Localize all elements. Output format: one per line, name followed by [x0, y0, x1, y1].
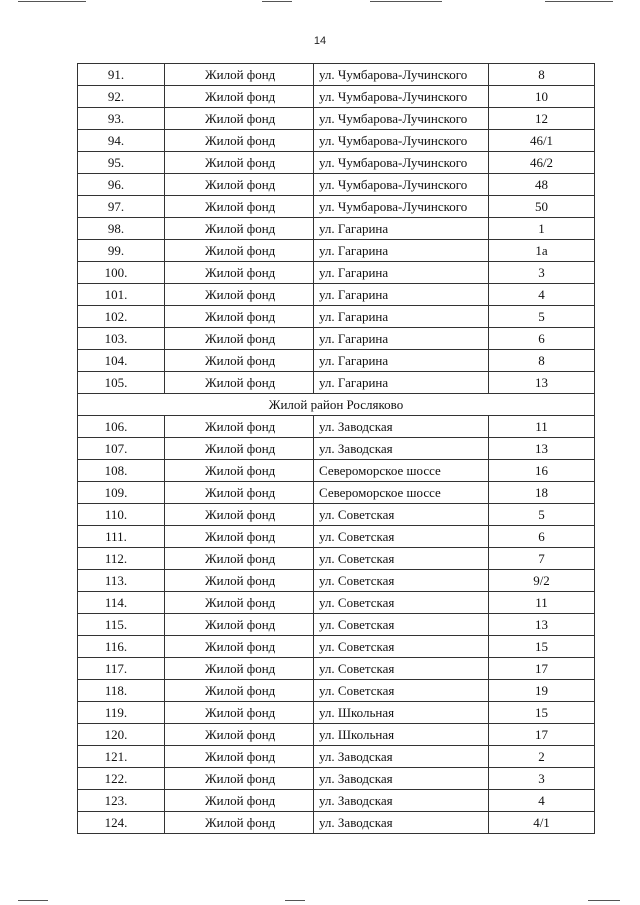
object-type: Жилой фонд [165, 680, 314, 702]
house-number: 5 [489, 504, 595, 526]
object-type: Жилой фонд [165, 592, 314, 614]
street-name: ул. Заводская [314, 790, 489, 812]
house-number: 11 [489, 592, 595, 614]
street-name: ул. Советская [314, 658, 489, 680]
object-type: Жилой фонд [165, 636, 314, 658]
house-number: 4 [489, 284, 595, 306]
house-number: 4/1 [489, 812, 595, 834]
street-name: ул. Советская [314, 570, 489, 592]
street-name: ул. Чумбарова-Лучинского [314, 86, 489, 108]
object-type: Жилой фонд [165, 702, 314, 724]
street-name: ул. Советская [314, 636, 489, 658]
row-number: 118. [78, 680, 165, 702]
scan-line [18, 900, 48, 901]
object-type: Жилой фонд [165, 570, 314, 592]
street-name: ул. Чумбарова-Лучинского [314, 130, 489, 152]
table-row [78, 152, 595, 174]
street-name: ул. Гагарина [314, 350, 489, 372]
section-header-row [78, 394, 595, 416]
house-number: 6 [489, 526, 595, 548]
table-row [78, 482, 595, 504]
house-number: 48 [489, 174, 595, 196]
street-name: ул. Гагарина [314, 218, 489, 240]
table-row [78, 86, 595, 108]
house-number: 17 [489, 658, 595, 680]
row-number: 107. [78, 438, 165, 460]
row-number: 106. [78, 416, 165, 438]
street-name: ул. Чумбарова-Лучинского [314, 64, 489, 86]
table-row [78, 284, 595, 306]
table-row [78, 636, 595, 658]
section-title: Жилой район Росляково [78, 394, 595, 416]
house-number: 6 [489, 328, 595, 350]
table-row [78, 306, 595, 328]
table-row [78, 130, 595, 152]
row-number: 111. [78, 526, 165, 548]
object-type: Жилой фонд [165, 482, 314, 504]
object-type: Жилой фонд [165, 240, 314, 262]
row-number: 117. [78, 658, 165, 680]
table-row [78, 768, 595, 790]
table-row [78, 614, 595, 636]
house-number: 3 [489, 768, 595, 790]
object-type: Жилой фонд [165, 174, 314, 196]
row-number: 94. [78, 130, 165, 152]
scan-line [545, 1, 613, 2]
house-number: 13 [489, 614, 595, 636]
row-number: 110. [78, 504, 165, 526]
street-name: ул. Советская [314, 526, 489, 548]
table-row [78, 262, 595, 284]
table-row [78, 526, 595, 548]
house-number: 13 [489, 438, 595, 460]
row-number: 97. [78, 196, 165, 218]
table-row [78, 416, 595, 438]
street-name: ул. Гагарина [314, 328, 489, 350]
table-row [78, 240, 595, 262]
street-name: ул. Советская [314, 548, 489, 570]
table-row [78, 174, 595, 196]
object-type: Жилой фонд [165, 218, 314, 240]
street-name: ул. Советская [314, 614, 489, 636]
object-type: Жилой фонд [165, 350, 314, 372]
scan-line [262, 1, 292, 2]
object-type: Жилой фонд [165, 416, 314, 438]
house-number: 17 [489, 724, 595, 746]
house-number: 9/2 [489, 570, 595, 592]
street-name: ул. Советская [314, 592, 489, 614]
object-type: Жилой фонд [165, 548, 314, 570]
table-row [78, 196, 595, 218]
row-number: 122. [78, 768, 165, 790]
object-type: Жилой фонд [165, 196, 314, 218]
table-row [78, 372, 595, 394]
row-number: 112. [78, 548, 165, 570]
street-name: ул. Заводская [314, 746, 489, 768]
house-number: 1а [489, 240, 595, 262]
house-number: 15 [489, 702, 595, 724]
row-number: 91. [78, 64, 165, 86]
row-number: 120. [78, 724, 165, 746]
row-number: 114. [78, 592, 165, 614]
object-type: Жилой фонд [165, 746, 314, 768]
house-number: 50 [489, 196, 595, 218]
object-type: Жилой фонд [165, 152, 314, 174]
table-row [78, 328, 595, 350]
object-type: Жилой фонд [165, 328, 314, 350]
object-type: Жилой фонд [165, 526, 314, 548]
house-number: 46/2 [489, 152, 595, 174]
row-number: 116. [78, 636, 165, 658]
row-number: 93. [78, 108, 165, 130]
street-name: ул. Чумбарова-Лучинского [314, 108, 489, 130]
row-number: 103. [78, 328, 165, 350]
table-row [78, 658, 595, 680]
house-number: 5 [489, 306, 595, 328]
table-row [78, 438, 595, 460]
row-number: 108. [78, 460, 165, 482]
row-number: 102. [78, 306, 165, 328]
row-number: 100. [78, 262, 165, 284]
street-name: ул. Заводская [314, 416, 489, 438]
house-number: 10 [489, 86, 595, 108]
object-type: Жилой фонд [165, 460, 314, 482]
table-body [78, 64, 595, 834]
object-type: Жилой фонд [165, 504, 314, 526]
street-name: ул. Чумбарова-Лучинского [314, 152, 489, 174]
object-type: Жилой фонд [165, 812, 314, 834]
object-type: Жилой фонд [165, 614, 314, 636]
scan-line [588, 900, 620, 901]
object-type: Жилой фонд [165, 438, 314, 460]
house-number: 46/1 [489, 130, 595, 152]
scan-line [370, 1, 442, 2]
row-number: 104. [78, 350, 165, 372]
page-number: 14 [313, 35, 327, 47]
row-number: 115. [78, 614, 165, 636]
row-number: 101. [78, 284, 165, 306]
object-type: Жилой фонд [165, 64, 314, 86]
scan-line [285, 900, 305, 901]
table-row [78, 460, 595, 482]
table-row [78, 570, 595, 592]
house-number: 15 [489, 636, 595, 658]
scan-line [18, 1, 86, 2]
object-type: Жилой фонд [165, 790, 314, 812]
street-name: ул. Заводская [314, 812, 489, 834]
table-row [78, 504, 595, 526]
house-number: 1 [489, 218, 595, 240]
house-number: 11 [489, 416, 595, 438]
row-number: 92. [78, 86, 165, 108]
street-name: ул. Гагарина [314, 240, 489, 262]
street-name: ул. Школьная [314, 724, 489, 746]
house-number: 4 [489, 790, 595, 812]
street-name: Североморское шоссе [314, 460, 489, 482]
street-name: ул. Заводская [314, 768, 489, 790]
table-row [78, 680, 595, 702]
row-number: 95. [78, 152, 165, 174]
row-number: 119. [78, 702, 165, 724]
house-number: 18 [489, 482, 595, 504]
object-type: Жилой фонд [165, 724, 314, 746]
object-type: Жилой фонд [165, 284, 314, 306]
table-row [78, 702, 595, 724]
table-row [78, 548, 595, 570]
house-number: 3 [489, 262, 595, 284]
house-number: 8 [489, 350, 595, 372]
street-name: ул. Чумбарова-Лучинского [314, 174, 489, 196]
row-number: 113. [78, 570, 165, 592]
object-type: Жилой фонд [165, 130, 314, 152]
object-type: Жилой фонд [165, 372, 314, 394]
row-number: 99. [78, 240, 165, 262]
table-row [78, 592, 595, 614]
row-number: 96. [78, 174, 165, 196]
street-name: Североморское шоссе [314, 482, 489, 504]
street-name: ул. Советская [314, 504, 489, 526]
object-type: Жилой фонд [165, 768, 314, 790]
row-number: 123. [78, 790, 165, 812]
row-number: 105. [78, 372, 165, 394]
object-type: Жилой фонд [165, 86, 314, 108]
street-name: ул. Гагарина [314, 372, 489, 394]
house-number: 2 [489, 746, 595, 768]
house-number: 8 [489, 64, 595, 86]
house-number: 12 [489, 108, 595, 130]
table-row [78, 64, 595, 86]
street-name: ул. Гагарина [314, 284, 489, 306]
street-name: ул. Гагарина [314, 306, 489, 328]
row-number: 121. [78, 746, 165, 768]
table-row [78, 350, 595, 372]
table-row [78, 108, 595, 130]
row-number: 124. [78, 812, 165, 834]
house-number: 19 [489, 680, 595, 702]
street-name: ул. Гагарина [314, 262, 489, 284]
row-number: 98. [78, 218, 165, 240]
house-number: 7 [489, 548, 595, 570]
housing-table [77, 63, 595, 834]
object-type: Жилой фонд [165, 108, 314, 130]
house-number: 16 [489, 460, 595, 482]
street-name: ул. Заводская [314, 438, 489, 460]
row-number: 109. [78, 482, 165, 504]
house-number: 13 [489, 372, 595, 394]
table-row [78, 724, 595, 746]
object-type: Жилой фонд [165, 658, 314, 680]
street-name: ул. Советская [314, 680, 489, 702]
table-row [78, 790, 595, 812]
object-type: Жилой фонд [165, 262, 314, 284]
table-row [78, 746, 595, 768]
object-type: Жилой фонд [165, 306, 314, 328]
table-row [78, 218, 595, 240]
street-name: ул. Чумбарова-Лучинского [314, 196, 489, 218]
street-name: ул. Школьная [314, 702, 489, 724]
table-row [78, 812, 595, 834]
